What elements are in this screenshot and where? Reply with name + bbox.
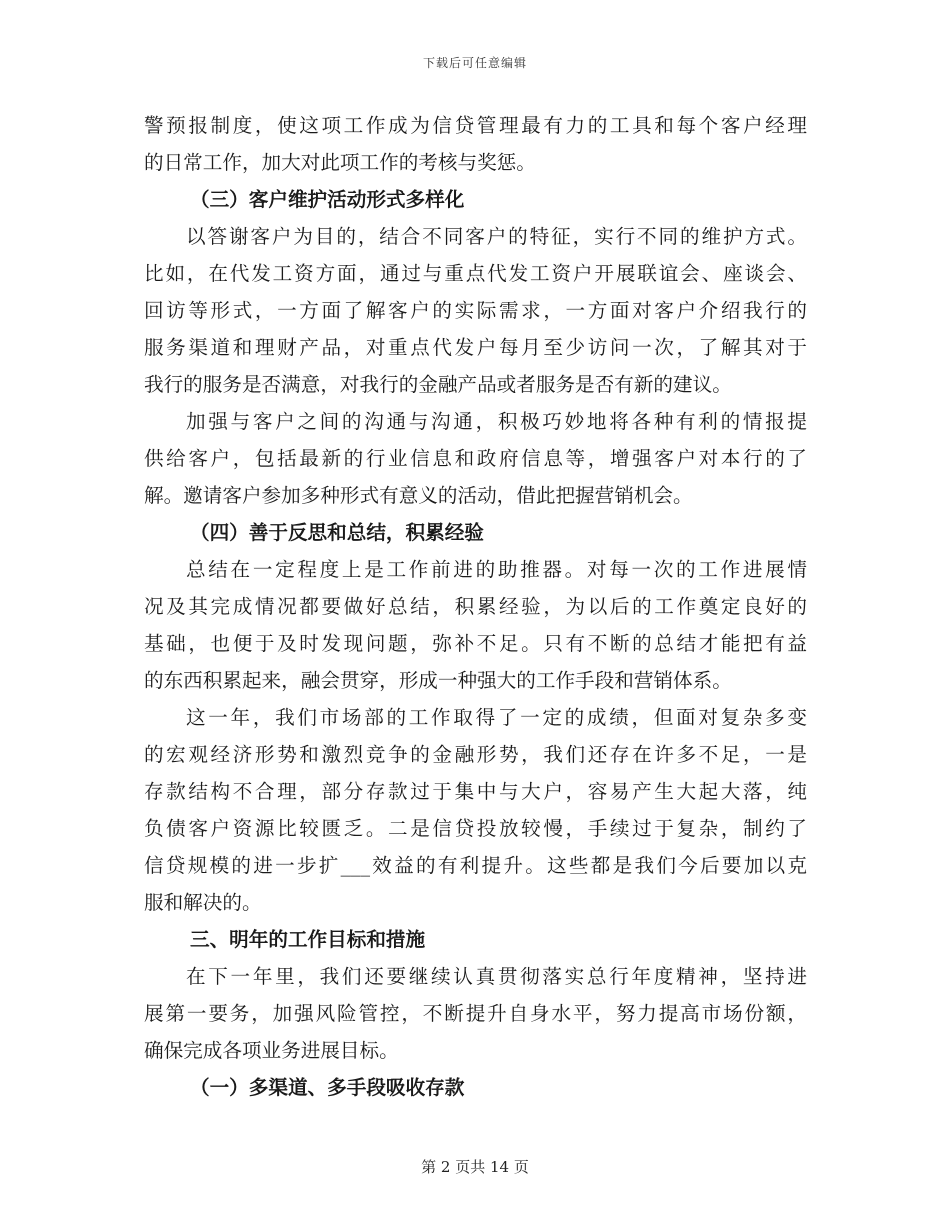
paragraph-line: 总结在一定程度上是工作前进的助推器。对每一次的工作进展情 bbox=[186, 558, 807, 581]
section-heading: 三、明年的工作目标和措施 bbox=[190, 928, 426, 951]
paragraph-line: 加强与客户之间的沟通与沟通，积极巧妙地将各种有利的情报提 bbox=[186, 410, 807, 433]
paragraph-line: 负债客户资源比较匮乏。二是信贷投放较慢，手续过于复杂，制约了 bbox=[144, 817, 807, 840]
paragraph-line: 解。邀请客户参加多种形式有意义的活动，借此把握营销机会。 bbox=[144, 484, 693, 507]
paragraph-line: 在下一年里，我们还要继续认真贯彻落实总行年度精神，坚持进 bbox=[186, 965, 807, 988]
paragraph-line: 回访等形式，一方面了解客户的实际需求，一方面对客户介绍我行的 bbox=[144, 299, 807, 322]
paragraph-line: 信贷规模的进一步扩___效益的有利提升。这些都是我们今后要加以克 bbox=[144, 854, 807, 877]
paragraph-line: 存款结构不合理，部分存款过于集中与大户，容易产生大起大落，纯 bbox=[144, 780, 807, 803]
paragraph-line: 我行的服务是否满意，对我行的金融产品或者服务是否有新的建议。 bbox=[144, 373, 732, 396]
document-body bbox=[144, 107, 807, 1106]
subheading: （四）善于反思和总结，积累经验 bbox=[190, 521, 484, 544]
paragraph-line: 警预报制度，使这项工作成为信贷管理最有力的工具和每个客户经理 bbox=[144, 114, 807, 137]
page-number-footer: 第 2 页共 14 页 bbox=[421, 1158, 529, 1176]
paragraph-line: 供给客户，包括最新的行业信息和政府信息等，增强客户对本行的了 bbox=[144, 447, 807, 470]
paragraph-line: 以答谢客户为目的，结合不同客户的特征，实行不同的维护方式。 bbox=[186, 225, 807, 248]
paragraph-line: 比如，在代发工资方面，通过与重点代发工资户开展联谊会、座谈会、 bbox=[144, 262, 807, 285]
paragraph-line: 这一年，我们市场部的工作取得了一定的成绩，但面对复杂多变 bbox=[186, 706, 807, 729]
paragraph-line: 况及其完成情况都要做好总结，积累经验，为以后的工作奠定良好的 bbox=[144, 595, 807, 618]
page-header: 下载后可任意编辑 bbox=[422, 56, 527, 70]
subheading: （一）多渠道、多手段吸收存款 bbox=[190, 1076, 465, 1099]
paragraph-line: 基础，也便于及时发现问题，弥补不足。只有不断的总结才能把有益 bbox=[144, 632, 807, 655]
paragraph-line: 服和解决的。 bbox=[144, 891, 262, 914]
paragraph-line: 服务渠道和理财产品，对重点代发户每月至少访问一次，了解其对于 bbox=[144, 336, 807, 359]
subheading: （三）客户维护活动形式多样化 bbox=[190, 188, 465, 211]
paragraph-line: 的东西积累起来，融会贯穿，形成一种强大的工作手段和营销体系。 bbox=[144, 669, 732, 692]
paragraph-line: 确保完成各项业务进展目标。 bbox=[144, 1039, 399, 1062]
paragraph-line: 的日常工作，加大对此项工作的考核与奖惩。 bbox=[144, 151, 536, 174]
paragraph-line: 的宏观经济形势和激烈竞争的金融形势，我们还存在许多不足，一是 bbox=[144, 743, 807, 766]
paragraph-line: 展第一要务，加强风险管控，不断提升自身水平，努力提高市场份额， bbox=[144, 1002, 807, 1025]
